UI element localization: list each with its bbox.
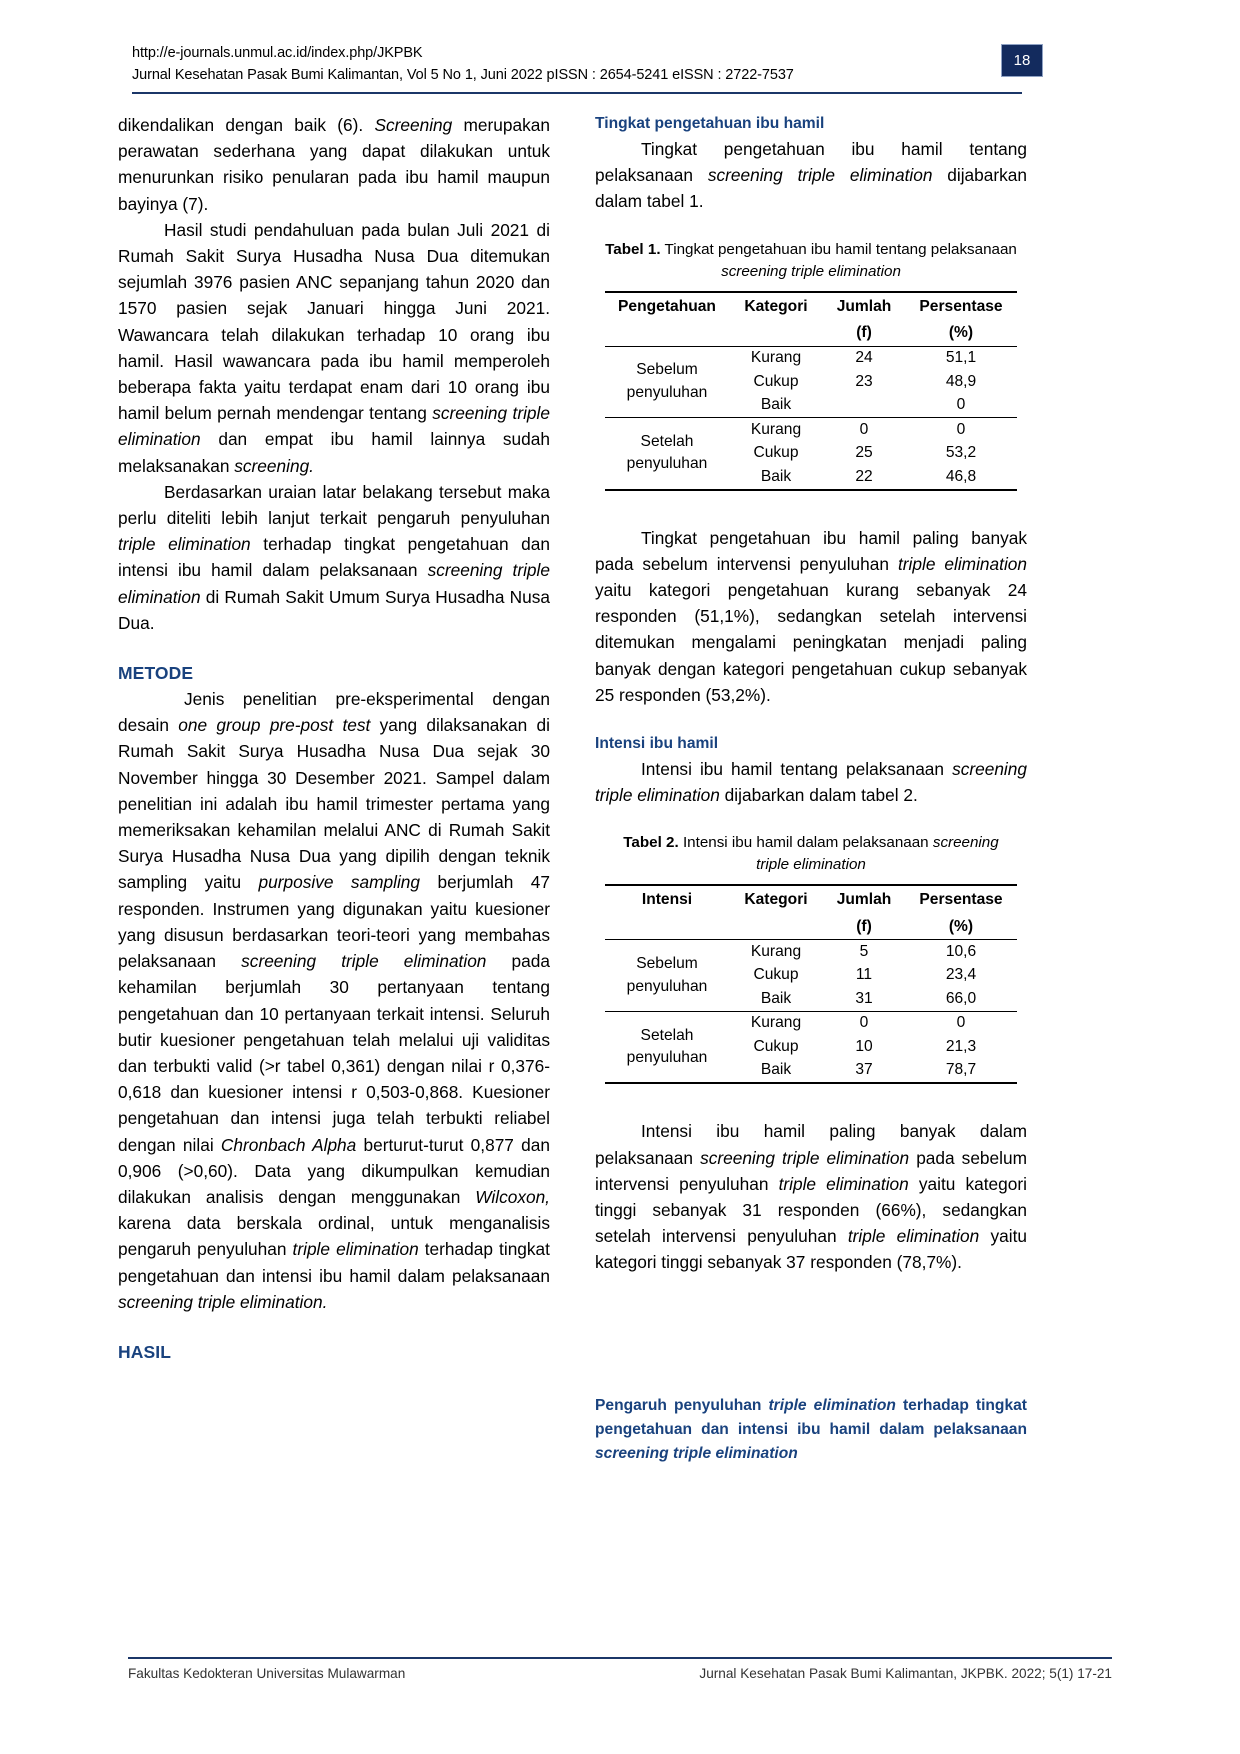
table2-cell-persentase: 21,3 xyxy=(945,1037,977,1055)
left-column xyxy=(118,112,550,1365)
table1-col-jumlah: Jumlah xyxy=(836,297,892,315)
heading-pengaruh-penyuluhan: Pengaruh penyuluhan triple elimination terhadap tingkat pengetahuan dan intensi ibu hamil dalam pelaksanaan screening triple elimination xyxy=(595,1396,1027,1462)
table1-cell-kategori: Cukup xyxy=(753,372,799,390)
table1 xyxy=(605,291,1017,491)
journal-issue-line: Jurnal Kesehatan Pasak Bumi Kalimantan, Vol 5 No 1, Juni 2022 pISSN : 2654-5241 eISSN : 2722-7537 xyxy=(132,67,794,83)
table2-cell-jumlah: 5 xyxy=(859,942,869,960)
table2-cell-persentase: 66,0 xyxy=(945,989,977,1007)
table2-cell-persentase: 0 xyxy=(956,1014,966,1032)
paragraph-preliminary-study: Hasil studi pendahuluan pada bulan Juli 2021 di Rumah Sakit Surya Husadha Nusa Dua ditemukan sejumlah 3976 pasien ANC sepanjang tahun 2020 dan 1570 pasien sejak Januari hingga Juni 2021. Wawancara telah dilakukan terhadap 10 orang ibu hamil. Hasil wawancara pada ibu hamil memperoleh beberapa fakta yaitu terdapat enam dari 10 orang ibu hamil belum pernah mendengar tentang screening triple elimination dan empat ibu hamil lainnya sudah melaksanakan screening. xyxy=(118,219,550,476)
table1-col-persentase: Persentase xyxy=(919,297,1003,315)
table1-cell-persentase: 0 xyxy=(956,396,966,414)
table-row xyxy=(605,1011,1017,1035)
paragraph-research-rationale: Berdasarkan uraian latar belakang tersebut maka perlu diteliti lebih lanjut terkait pengaruh penyuluhan triple elimination terhadap tingkat pengetahuan dan intensi ibu hamil dalam pelaksanaan screening triple elimination di Rumah Sakit Umum Surya Husadha Nusa Dua. xyxy=(118,481,550,633)
table1-cell-persentase: 0 xyxy=(956,420,966,438)
footer-affiliation: Fakultas Kedokteran Universitas Mulawarman xyxy=(128,1666,406,1681)
table2-cell-kategori: Kurang xyxy=(750,942,802,960)
paragraph-metode: Jenis penelitian pre-eksperimental dengan desain one group pre-post test yang dilaksanakan di Rumah Sakit Surya Husadha Nusa Dua sejak 30 November hingga 30 Desember 2021. Sampel dalam penelitian ini adalah ibu hamil trimester pertama yang memeriksakan kehamilan melalui ANC di Rumah Sakit Surya Husadha Nusa Dua yang dipilih dengan teknik sampling yaitu purposive sampling berjumlah 47 responden. Instrumen yang digunakan yaitu kuesioner yang disusun berdasarkan teori-teori yang membahas pelaksanaan screening triple elimination pada kehamilan berjumlah 30 pertanyaan tentang pengetahuan dan 10 pertanyaan terkait intensi. Seluruh butir kuesioner pengetahuan telah melalui uji validitas dan terbukti valid (>r tabel 0,361) dengan nilai r 0,376-0,618 dan kuesioner intensi r 0,503-0,868. Kuesioner pengetahuan dan intensi juga telah terbukti reliabel dengan nilai Chronbach Alpha berturut-turut 0,877 dan 0,906 (>0,60). Data yang dikumpulkan kemudian dilakukan analisis dengan menggunakan Wilcoxon, karena data berskala ordinal, untuk menganalisis pengaruh penyuluhan triple elimination terhadap tingkat pengetahuan dan intensi ibu hamil dalam pelaksanaan screening triple elimination. xyxy=(118,689,551,1312)
page-number-badge: 18 xyxy=(1001,44,1043,77)
right-column xyxy=(595,112,1027,1466)
table1-cell-kategori: Kurang xyxy=(750,420,802,438)
table1-col-pengetahuan: Pengetahuan xyxy=(618,297,716,315)
table1-caption: Tabel 1. Tingkat pengetahuan ibu hamil tentang pelaksanaan screening triple elimination xyxy=(605,240,1017,280)
table2-cell-kategori: Baik xyxy=(760,1061,792,1079)
table2-cell-jumlah: 37 xyxy=(855,1061,873,1079)
header-divider xyxy=(132,92,1022,94)
heading-hasil: HASIL xyxy=(118,1341,171,1362)
table2 xyxy=(605,884,1017,1084)
table-row xyxy=(605,346,1017,370)
table2-cell-jumlah: 11 xyxy=(855,966,873,984)
table1-cell-jumlah xyxy=(823,394,905,418)
table1-cell-persentase: 46,8 xyxy=(945,467,977,485)
table1-cell-kategori: Baik xyxy=(760,467,792,485)
table2-cell-jumlah: 10 xyxy=(855,1037,873,1055)
table1-sub-jumlah-unit: (f) xyxy=(856,324,872,342)
table2-header-row xyxy=(605,885,1017,913)
table2-cell-jumlah: 31 xyxy=(855,989,873,1007)
paragraph-screening-intro: dikendalikan dengan baik (6). Screening merupakan perawatan sederhana yang dapat dilakukan untuk menurunkan risiko penularan pada ibu hamil maupun bayinya (7). xyxy=(118,115,550,214)
table1-cell-jumlah: 0 xyxy=(859,420,869,438)
journal-url: http://e-journals.unmul.ac.id/index.php/JKPBK xyxy=(132,45,423,61)
footer-citation: Jurnal Kesehatan Pasak Bumi Kalimantan, JKPBK. 2022; 5(1) 17-21 xyxy=(699,1666,1112,1681)
page-footer xyxy=(128,1666,1112,1681)
table1-cell-jumlah: 25 xyxy=(855,444,873,462)
table1-cell-kategori: Cukup xyxy=(753,444,799,462)
table2-cell-persentase: 23,4 xyxy=(945,966,977,984)
table1-col-kategori: Kategori xyxy=(744,297,808,315)
paragraph-after-table2: Intensi ibu hamil paling banyak dalam pelaksanaan screening triple elimination pada sebelum intervensi penyuluhan triple elimination yaitu kategori tinggi sebanyak 31 responden (66%), sedangkan setelah intervensi penyuluhan triple elimination yaitu kategori tinggi sebanyak 37 responden (78,7%). xyxy=(595,1121,1028,1273)
table2-col-intensi: Intensi xyxy=(641,891,693,909)
table2-cell-persentase: 78,7 xyxy=(945,1061,977,1079)
heading-metode: METODE xyxy=(118,663,194,684)
table2-header-subrow xyxy=(605,913,1017,940)
heading-tingkat-pengetahuan: Tingkat pengetahuan ibu hamil xyxy=(595,115,825,132)
footer-divider xyxy=(128,1657,1112,1659)
page-header xyxy=(132,42,1022,86)
paragraph-tingkat-pengetahuan-intro: Tingkat pengetahuan ibu hamil tentang pelaksanaan screening triple elimination dijabarkan dalam tabel 1. xyxy=(595,139,1028,212)
table1-cell-kategori: Kurang xyxy=(750,349,802,367)
table-row xyxy=(605,418,1017,442)
table1-group2-label: Setelah penyuluhan xyxy=(626,432,708,473)
table1-cell-kategori: Baik xyxy=(760,396,792,414)
table2-sub-blank-1 xyxy=(605,913,729,940)
table1-cell-jumlah: 22 xyxy=(855,467,873,485)
table2-cell-kategori: Kurang xyxy=(750,1014,802,1032)
table2-col-persentase: Persentase xyxy=(919,891,1003,909)
table2-cell-kategori: Cukup xyxy=(753,966,799,984)
table1-sub-persentase-unit: (%) xyxy=(948,324,974,342)
table2-caption: Tabel 2. Intensi ibu hamil dalam pelaksanaan screening triple elimination xyxy=(623,834,999,874)
table2-group2-label: Setelah penyuluhan xyxy=(626,1026,708,1067)
table1-sub-blank-2 xyxy=(729,319,823,346)
heading-intensi-ibu-hamil: Intensi ibu hamil xyxy=(595,735,719,753)
table2-cell-persentase: 10,6 xyxy=(945,942,977,960)
table1-cell-persentase: 51,1 xyxy=(945,349,977,367)
table1-header-row xyxy=(605,292,1017,320)
table2-col-kategori: Kategori xyxy=(744,891,808,909)
table1-cell-persentase: 48,9 xyxy=(945,372,977,390)
table2-cell-kategori: Baik xyxy=(760,989,792,1007)
table1-group1-label: Sebelum penyuluhan xyxy=(626,361,708,401)
table2-sub-blank-2 xyxy=(729,913,823,940)
table1-sub-blank-1 xyxy=(605,319,729,346)
table1-cell-persentase: 53,2 xyxy=(945,444,977,462)
table-row xyxy=(605,940,1017,964)
table2-sub-persentase-unit: (%) xyxy=(948,917,974,935)
table1-cell-jumlah: 24 xyxy=(855,349,873,367)
table2-col-jumlah: Jumlah xyxy=(836,891,892,909)
table2-group1-label: Sebelum penyuluhan xyxy=(626,955,708,995)
table1-header-subrow xyxy=(605,319,1017,346)
table1-cell-jumlah: 23 xyxy=(855,372,873,390)
table1-block xyxy=(605,239,1017,491)
paragraph-after-table1: Tingkat pengetahuan ibu hamil paling banyak pada sebelum intervensi penyuluhan triple elimination yaitu kategori pengetahuan kurang sebanyak 24 responden (51,1%), sedangkan setelah intervensi ditemukan mengalami peningkatan menjadi paling banyak dengan kategori pengetahuan cukup sebanyak 25 responden (53,2%). xyxy=(595,527,1028,705)
paragraph-intensi-intro: Intensi ibu hamil tentang pelaksanaan screening triple elimination dijabarkan dalam tabel 2. xyxy=(595,759,1027,806)
table2-cell-jumlah: 0 xyxy=(859,1014,869,1032)
table2-sub-jumlah-unit: (f) xyxy=(856,917,872,935)
table2-block xyxy=(605,832,1017,1084)
table2-cell-kategori: Cukup xyxy=(753,1037,799,1055)
